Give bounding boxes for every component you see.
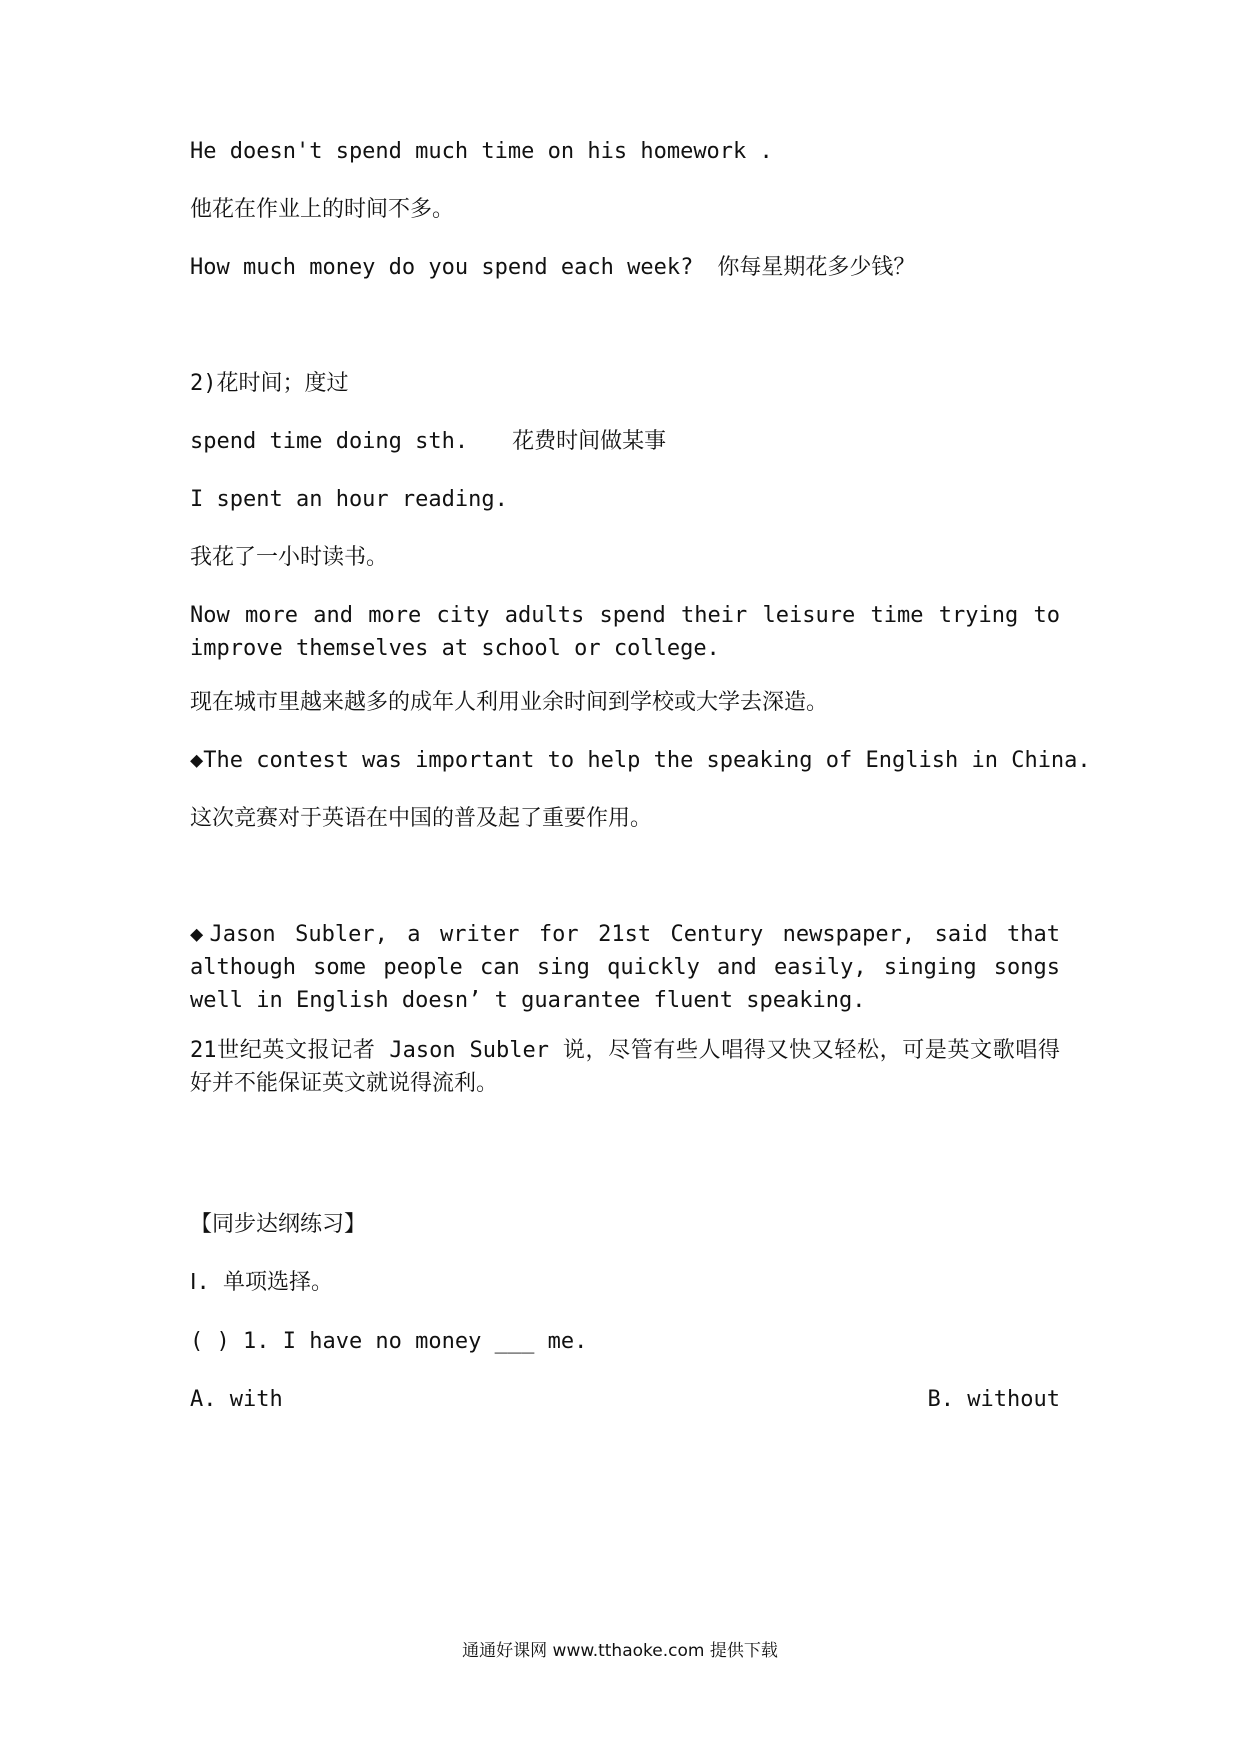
example-sentence-jason: ◆Jason Subler, a writer for 21st Century newspaper, said that although some people can sing quickly and easily, singing songs well in English doesn’ t guarantee fluent speaking. <box>190 922 1060 1013</box>
example-sentence-contest: ◆The contest was important to help the speaking of English in China. <box>190 748 1091 773</box>
question-1: ( ) 1. I have no money ___ me. <box>190 1329 588 1354</box>
section-heading-spend-time: 2)花时间；度过 <box>190 371 349 396</box>
translation-reading: 我花了一小时读书。 <box>190 545 389 570</box>
page-footer: 通通好课网 www.tthaoke.com 提供下载 <box>462 1641 778 1661</box>
phrase-spend-time-en: spend time doing sth. <box>190 429 469 454</box>
example-sentence-reading: I spent an hour reading. <box>190 487 508 512</box>
translation-jason: 21世纪英文报记者 Jason Subler 说，尽管有些人唱得又快又轻松，可是英文歌唱得好并不能保证英文就说得流利。 <box>190 1038 1060 1096</box>
example-sentence-money-en: How much money do you spend each week? <box>190 255 694 280</box>
example-sentence-adults: Now more and more city adults spend their leisure time trying to improve themselves at school or college. <box>190 603 1060 661</box>
exercise-section-title: Ⅰ. 单项选择。 <box>190 1270 333 1295</box>
option-b: B. without <box>927 1387 1060 1412</box>
example-sentence-homework: He doesn't spend much time on his homework . <box>190 139 773 164</box>
phrase-spend-time <box>190 425 1060 458</box>
option-a: A. with <box>190 1387 283 1412</box>
exercise-heading: 【同步达纲练习】 <box>190 1212 367 1237</box>
translation-contest: 这次竞赛对于英语在中国的普及起了重要作用。 <box>190 806 653 831</box>
example-sentence-money-zh: 你每星期花多少钱？ <box>717 255 916 280</box>
example-sentence-money <box>190 251 1060 284</box>
translation-homework: 他花在作业上的时间不多。 <box>190 197 455 222</box>
translation-adults: 现在城市里越来越多的成年人利用业余时间到学校或大学去深造。 <box>190 690 829 715</box>
phrase-spend-time-zh: 花费时间做某事 <box>512 429 667 454</box>
question-1-options <box>190 1383 1060 1416</box>
